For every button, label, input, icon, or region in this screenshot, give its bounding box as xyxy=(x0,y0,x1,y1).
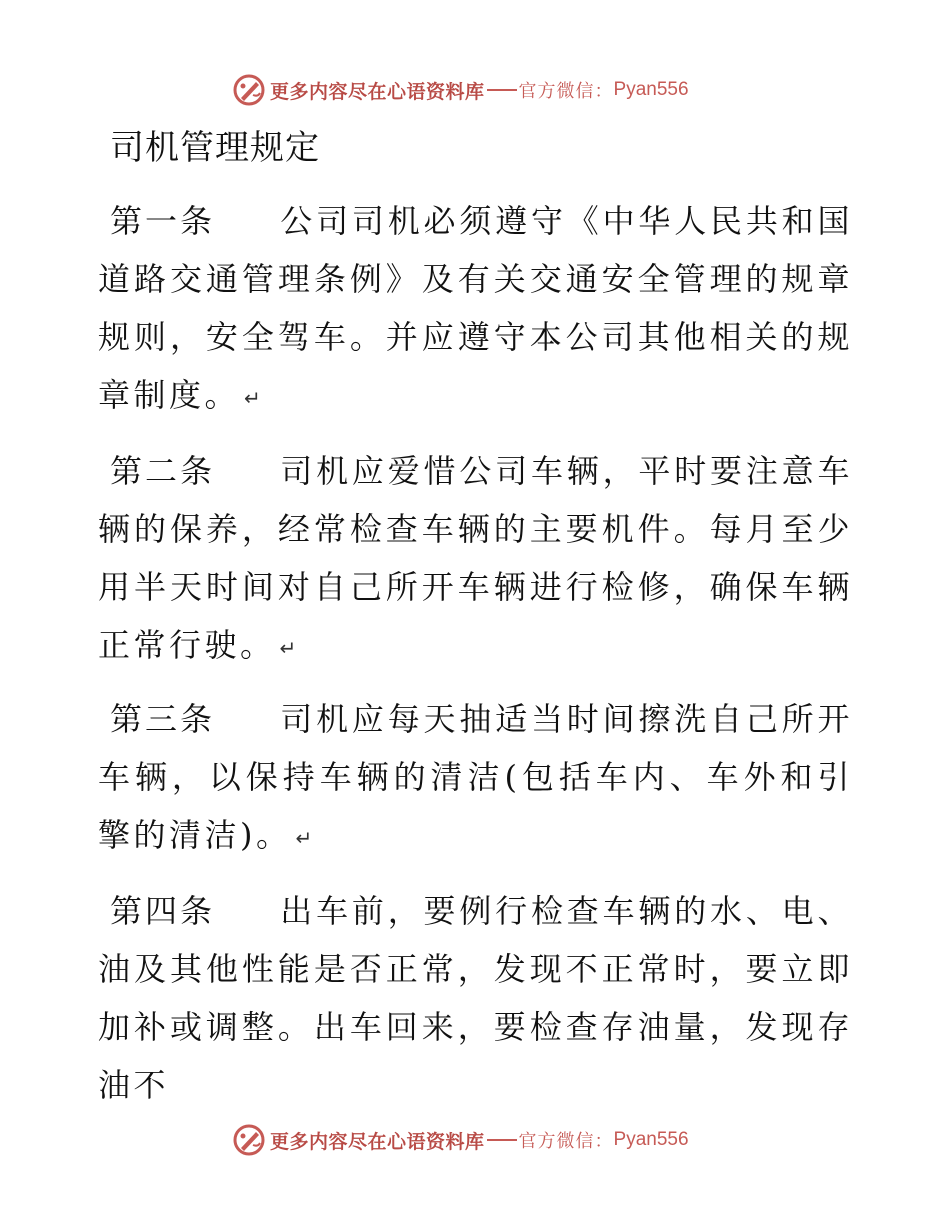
banner-wechat-label: 官方微信： xyxy=(518,81,614,102)
banner-wechat-handle: Pyan556 xyxy=(613,1129,689,1150)
article-text: 司机应每天抽适当时间擦洗自己所开车辆，以保持车辆的清洁(包括车内、车外和引擎的清洁)。 xyxy=(98,700,853,854)
banner-dash xyxy=(487,1139,517,1141)
article-number: 第四条 xyxy=(110,892,216,930)
article-text: 出车前，要例行检查车辆的水、电、油及其他性能是否正常，发现不正常时，要立即加补或调整。出车回来，要检查存油量，发现存油不 xyxy=(98,892,853,1104)
article-2 xyxy=(98,442,853,677)
paragraph-mark-icon: ↵ xyxy=(295,825,313,850)
paragraph-mark-icon: ↵ xyxy=(279,635,297,660)
paragraph-mark-icon: ↵ xyxy=(244,385,261,410)
footer-banner xyxy=(232,1123,689,1157)
article-4 xyxy=(98,882,853,1114)
article-1 xyxy=(98,192,853,427)
banner-brand-text: 更多内容尽在心语资料库 xyxy=(270,1130,485,1153)
document-title: 司机管理规定 xyxy=(110,128,320,168)
article-3 xyxy=(98,690,853,867)
article-number: 第三条 xyxy=(110,700,216,738)
header-banner xyxy=(232,73,689,107)
article-number: 第二条 xyxy=(110,452,216,490)
article-number: 第一条 xyxy=(110,202,216,240)
banner-wechat-handle: Pyan556 xyxy=(613,79,689,100)
article-text: 公司司机必须遵守《中华人民共和国道路交通管理条例》及有关交通安全管理的规章规则，安全驾车。并应遵守本公司其他相关的规章制度。 xyxy=(98,202,853,414)
brand-logo-icon xyxy=(232,1123,266,1157)
banner-brand-text: 更多内容尽在心语资料库 xyxy=(270,80,485,103)
banner-dash xyxy=(487,89,517,91)
article-text: 司机应爱惜公司车辆，平时要注意车辆的保养，经常检查车辆的主要机件。每月至少用半天时间对自己所开车辆进行检修，确保车辆正常行驶。 xyxy=(98,452,853,664)
banner-wechat-label: 官方微信： xyxy=(518,1131,614,1152)
brand-logo-icon xyxy=(232,73,266,107)
